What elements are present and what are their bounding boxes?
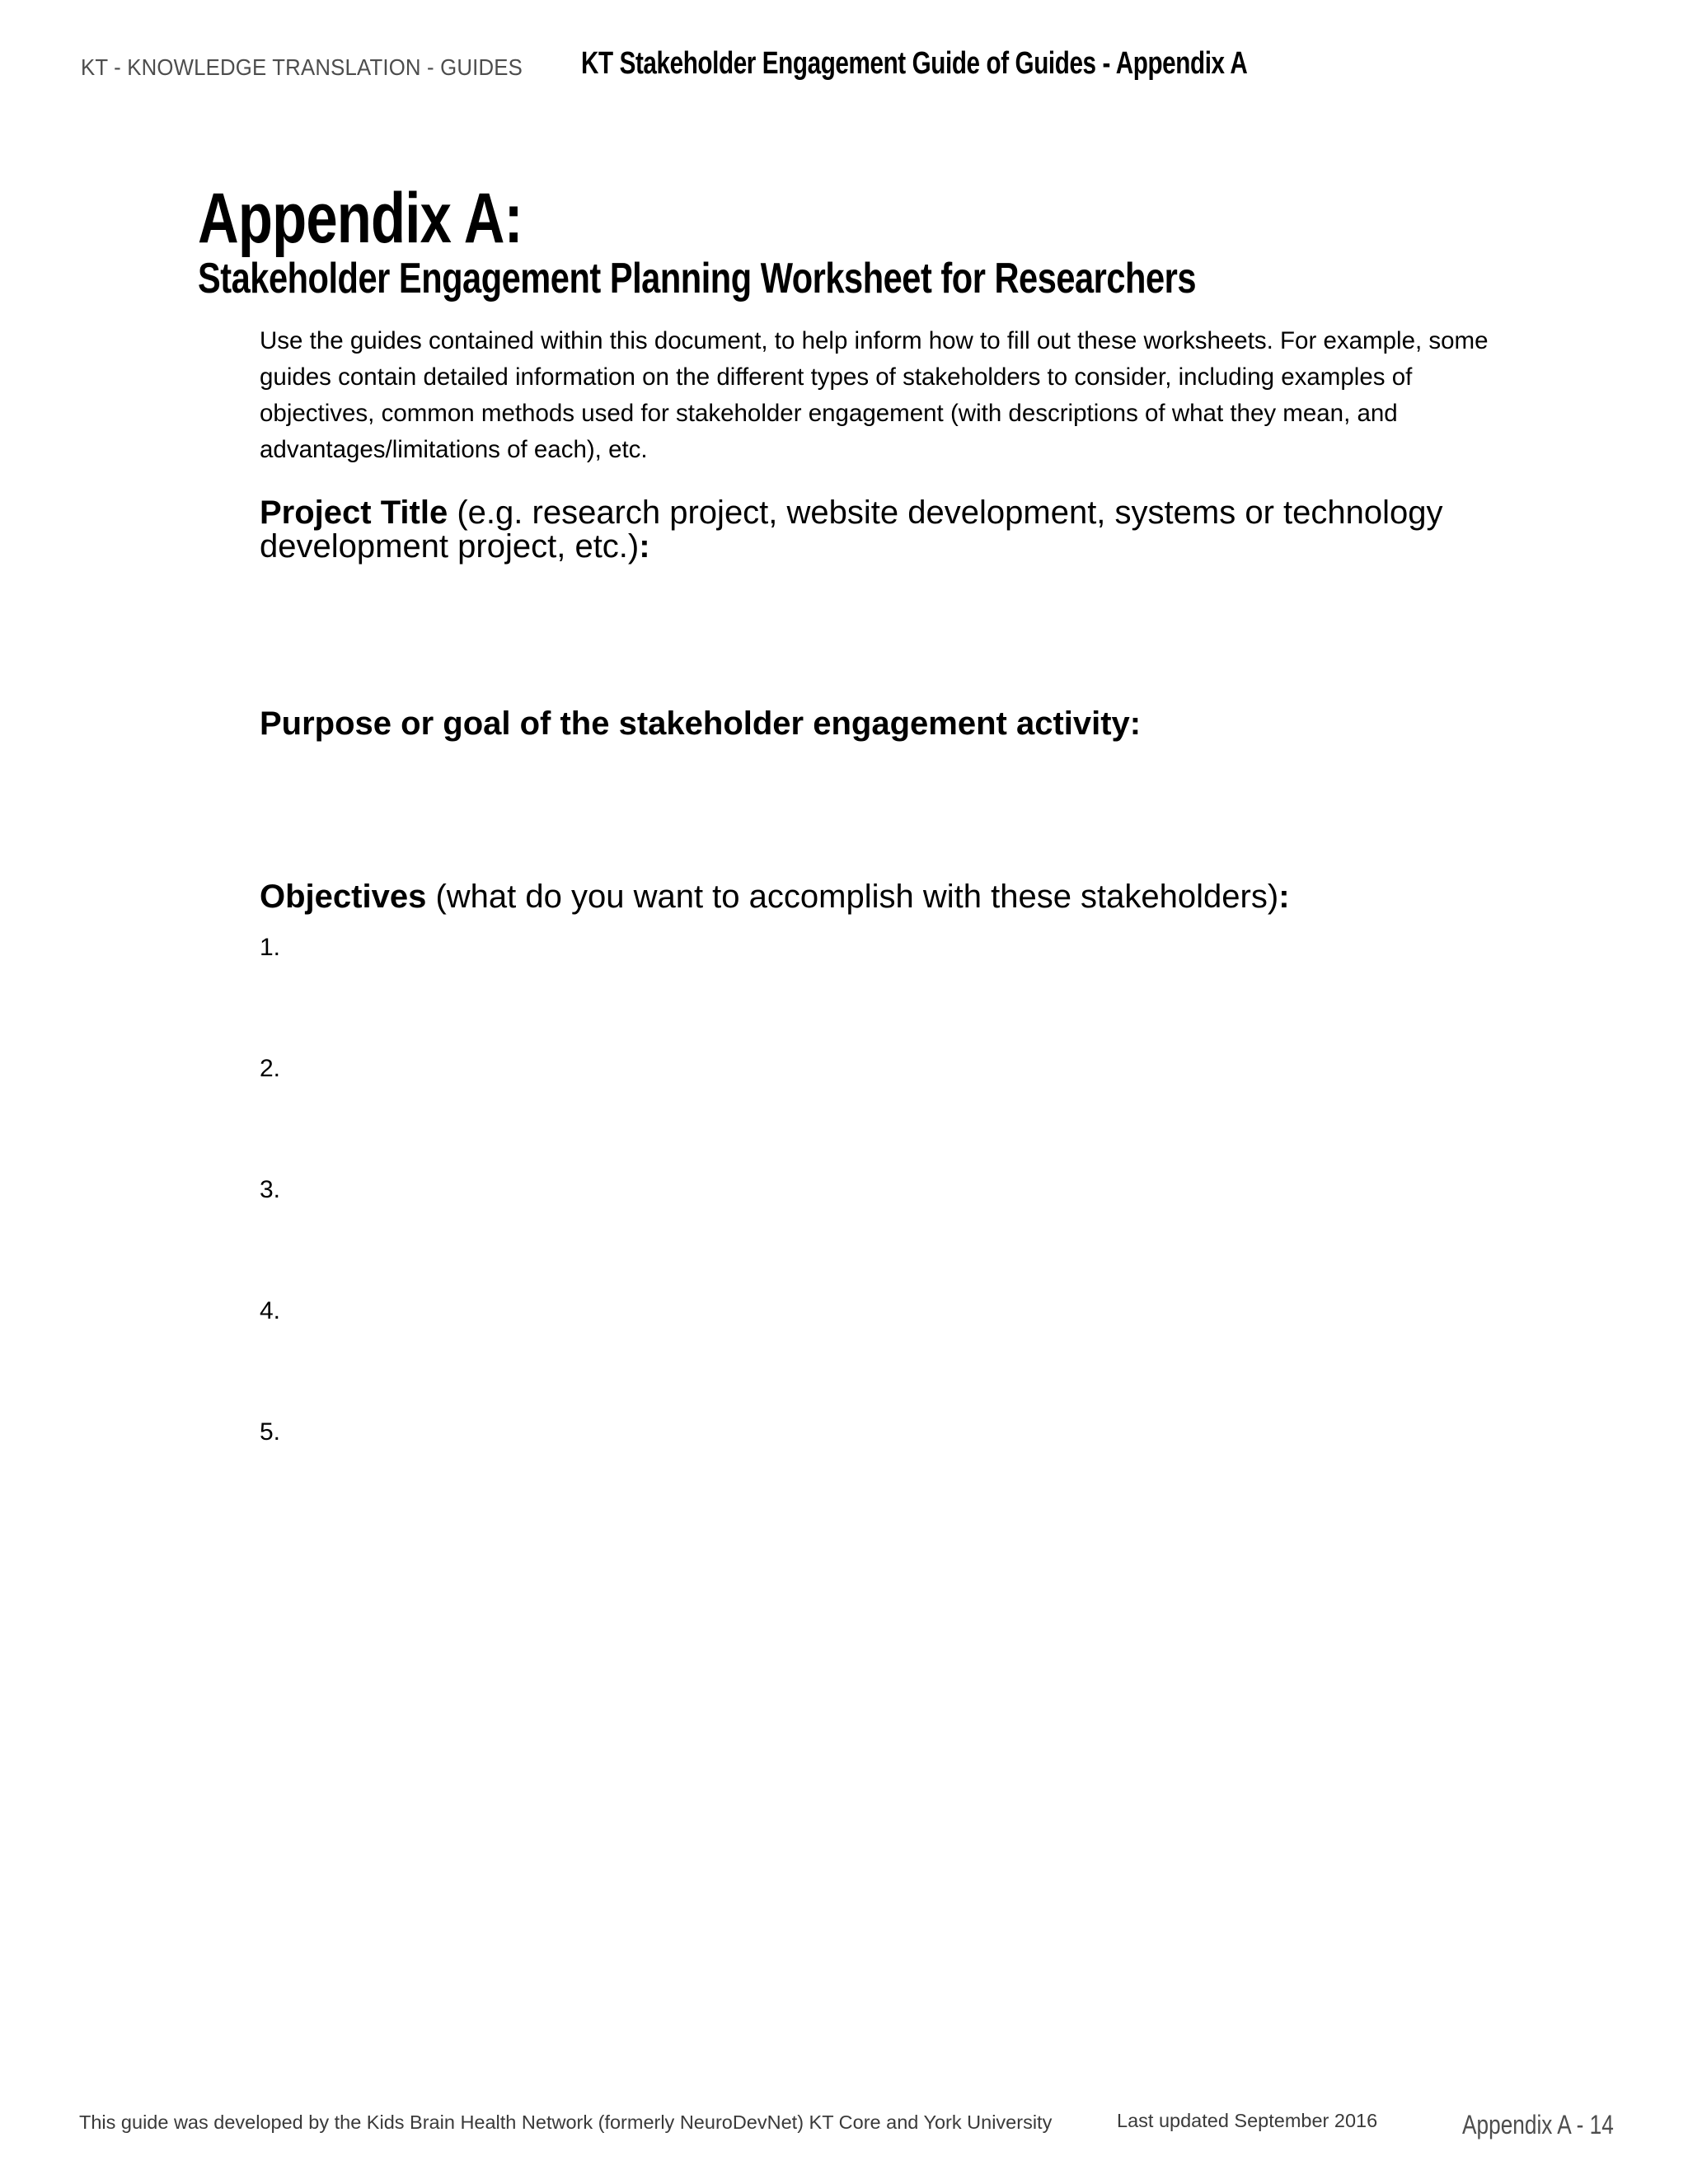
- appendix-title: Appendix A:: [198, 179, 523, 258]
- footer-page-number: Appendix A - 14: [1462, 2110, 1614, 2139]
- objectives-heading: [260, 880, 1512, 914]
- objective-item-5: 5.: [260, 1418, 281, 1446]
- objective-item-3: 3.: [260, 1176, 281, 1203]
- objectives-label: Objectives: [260, 879, 427, 915]
- appendix-subtitle: Stakeholder Engagement Planning Worksheet for Researchers: [198, 255, 1196, 302]
- footer-credit: This guide was developed by the Kids Brain Health Network (formerly NeuroDevNet) KT Core and York University: [79, 2111, 1053, 2133]
- header-series-label: KT - KNOWLEDGE TRANSLATION - GUIDES: [81, 54, 523, 80]
- header-document-title: KT Stakeholder Engagement Guide of Guides - Appendix A: [581, 46, 1248, 81]
- objectives-hint: (what do you want to accomplish with these stakeholders): [426, 879, 1279, 915]
- project-title-colon: :: [639, 528, 650, 565]
- objective-item-1: 1.: [260, 934, 281, 961]
- objectives-colon: :: [1278, 879, 1290, 915]
- project-title-hint: (e.g. research project, website development, systems or technology development project, etc.): [260, 494, 1443, 565]
- objective-item-2: 2.: [260, 1055, 281, 1082]
- intro-paragraph: Use the guides contained within this document, to help inform how to fill out these worksheets. For example, some guides contain detailed information on the different types of stakeholders to consider, including examples of objectives, common methods used for stakeholder engagement (with descriptions of what they mean, and advantages/limitations of each), etc.: [260, 327, 1489, 463]
- project-title-heading: [260, 496, 1512, 564]
- purpose-heading: Purpose or goal of the stakeholder engagement activity:: [260, 705, 1142, 742]
- objective-item-4: 4.: [260, 1297, 281, 1324]
- project-title-label: Project Title: [260, 494, 448, 531]
- footer-last-updated: Last updated September 2016: [1117, 2110, 1378, 2131]
